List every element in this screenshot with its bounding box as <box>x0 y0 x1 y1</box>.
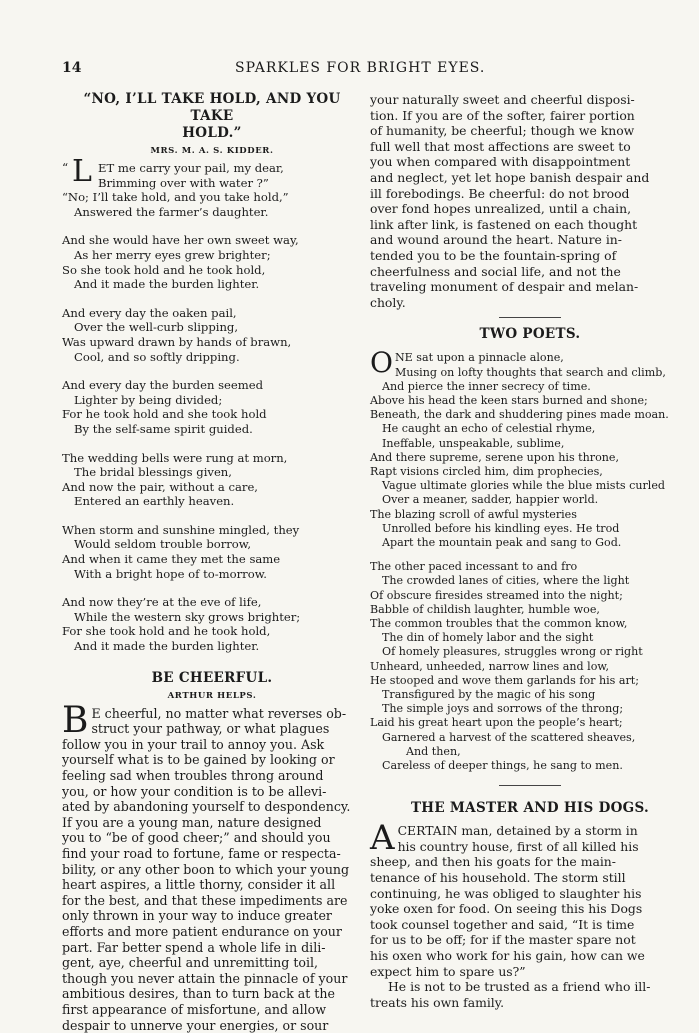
essay-line: follow you in your trail to annoy you. Ask <box>62 737 362 753</box>
poem-line: Apart the mountain peak and sang to God. <box>370 536 690 550</box>
poem-line: Vague ultimate glories while the blue mists curled <box>370 479 690 493</box>
poem-line: Over the well-curb slipping, <box>62 320 362 335</box>
poem-line: The wedding bells were rung at morn, <box>62 451 362 466</box>
poem-line: And pierce the inner secrecy of time. <box>370 380 690 394</box>
essay-line: traveling monument of despair and melan- <box>370 279 690 295</box>
poem-line: Cool, and so softly dripping. <box>62 350 362 365</box>
fable-line: expect him to spare us?” <box>370 964 690 980</box>
poem-line: While the western sky grows brighter; <box>62 610 362 625</box>
poem-stanza <box>62 523 362 581</box>
poem-line: And then, <box>370 745 690 759</box>
essay-line: cheerfulness and social life, and not the <box>370 264 690 280</box>
fable-line: sheep, and then his goats for the main- <box>370 854 690 870</box>
section-divider <box>499 317 561 318</box>
essay-line: choly. <box>370 295 690 311</box>
poem-line: Answered the farmer’s daughter. <box>62 205 362 220</box>
fable-moral-line: treats his own family. <box>370 995 690 1011</box>
poem-part-1 <box>370 351 690 550</box>
poem-line: And it made the burden lighter. <box>62 639 362 654</box>
poem-line: For he took hold and she took hold <box>62 407 362 422</box>
poem-part-2 <box>370 560 690 773</box>
essay-line: and neglect, yet let hope banish despair and <box>370 170 690 186</box>
fable-body <box>370 823 690 1010</box>
fable-line: for us to be off; for if the master spare not <box>370 932 690 948</box>
poem-line: Transfigured by the magic of his song <box>370 688 690 702</box>
poem-line: The simple joys and sorrows of the throng; <box>370 702 690 716</box>
fable-title: THE MASTER AND HIS DOGS. <box>370 800 690 817</box>
poem-line: Unrolled before his kindling eyes. He trod <box>370 522 690 536</box>
essay-line: though you never attain the pinnacle of your <box>62 971 362 987</box>
poem-line: When storm and sunshine mingled, they <box>62 523 362 538</box>
essay-line: you when compared with disappointment <box>370 154 690 170</box>
essay-line: bility, or any other boon to which your young <box>62 862 362 878</box>
poem-line: With a bright hope of to-morrow. <box>62 567 362 582</box>
essay-line: gent, aye, cheerful and unremitting toil, <box>62 955 362 971</box>
essay-line: part. Far better spend a whole life in dili- <box>62 940 362 956</box>
drop-cap: A <box>370 823 395 853</box>
poem-stanza <box>62 306 362 364</box>
essay-author: ARTHUR HELPS. <box>62 691 362 701</box>
fable-line: took counsel together and said, “It is time <box>370 917 690 933</box>
poem-author: MRS. M. A. S. KIDDER. <box>62 146 362 156</box>
running-title: SPARKLES FOR BRIGHT EYES. <box>235 60 485 76</box>
essay-line: of humanity, be cheerful; though we know <box>370 123 690 139</box>
poem-stanza <box>62 595 362 653</box>
poem-line: And every day the burden seemed <box>62 378 362 393</box>
essay-line: struct your pathway, or what plagues <box>62 721 362 737</box>
essay-line: yourself what is to be gained by looking or <box>62 752 362 768</box>
poem-line: And it made the burden lighter. <box>62 277 362 292</box>
poem-stanza <box>62 451 362 509</box>
poem-line: Was upward drawn by hands of brawn, <box>62 335 362 350</box>
poem-line: Over a meaner, sadder, happier world. <box>370 493 690 507</box>
essay-line: your naturally sweet and cheerful disposi- <box>370 92 690 108</box>
poem-line: The common troubles that the common know, <box>370 617 690 631</box>
drop-cap: L <box>72 157 92 187</box>
essay-line: over fond hopes unrealized, until a chain, <box>370 201 690 217</box>
poem-line: Entered an earthly heaven. <box>62 494 362 509</box>
fable-line: tenance of his household. The storm still <box>370 870 690 886</box>
poem-line: Would seldom trouble borrow, <box>62 537 362 552</box>
essay-continued <box>370 92 690 310</box>
poem-line: Careless of deeper things, he sang to men. <box>370 759 690 773</box>
essay-line: efforts and more patient endurance on your <box>62 924 362 940</box>
poem-line: Above his head the keen stars burned and shone; <box>370 394 690 408</box>
essay-line: ated by abandoning yourself to despondency. <box>62 799 362 815</box>
poem-line: And every day the oaken pail, <box>62 306 362 321</box>
poem-line: He stooped and wove them garlands for his art; <box>370 674 690 688</box>
poem-line: As her merry eyes grew brighter; <box>62 248 362 263</box>
essay-line: and wound around the heart. Nature in- <box>370 232 690 248</box>
section-divider <box>499 785 561 786</box>
essay-line: E cheerful, no matter what reverses ob- <box>62 706 362 722</box>
poem-stanza <box>62 161 362 219</box>
essay-line: you to “be of good cheer;” and should you <box>62 830 362 846</box>
poem-title-line-2: HOLD.” <box>62 125 362 142</box>
poem-line: The blazing scroll of awful mysteries <box>370 508 690 522</box>
poem-line: For she took hold and he took hold, <box>62 624 362 639</box>
poem-line: And now the pair, without a care, <box>62 480 362 495</box>
drop-cap: O <box>370 351 393 375</box>
fable-line: his country house, first of all killed his <box>370 839 690 855</box>
fable-moral-line: He is not to be trusted as a friend who ill- <box>370 979 690 995</box>
poem-title: TWO POETS. <box>370 326 690 343</box>
poem-title-line-1: “NO, I’LL TAKE HOLD, AND YOU TAKE <box>62 91 362 125</box>
fable-line: continuing, he was obliged to slaughter his <box>370 886 690 902</box>
poem-line: “No; I’ll take hold, and you take hold,” <box>62 190 362 205</box>
fable-line: his oxen who work for his gain, how can we <box>370 948 690 964</box>
poem-line: Garnered a harvest of the scattered sheaves, <box>370 731 690 745</box>
poem-line: By the self-same spirit guided. <box>62 422 362 437</box>
poem-line: ET me carry your pail, my dear, <box>98 161 284 176</box>
essay-line: heart aspires, a little thorny, consider it all <box>62 877 362 893</box>
poem-line: And she would have her own sweet way, <box>62 233 362 248</box>
right-column <box>370 92 690 1010</box>
poem-line: Of homely pleasures, struggles wrong or right <box>370 645 690 659</box>
poem-line: He caught an echo of celestial rhyme, <box>370 422 690 436</box>
poem-line: Of obscure firesides streamed into the night; <box>370 589 690 603</box>
essay-line: full well that most affections are sweet to <box>370 139 690 155</box>
poem-line: And now they’re at the eve of life, <box>62 595 362 610</box>
essay-line: find your road to fortune, fame or respecta- <box>62 846 362 862</box>
poem-line: Ineffable, unspeakable, sublime, <box>370 437 690 451</box>
essay-body <box>62 706 362 1033</box>
left-column <box>62 91 362 1033</box>
poem-line: The bridal blessings given, <box>62 465 362 480</box>
poem-line: NE sat upon a pinnacle alone, <box>395 351 564 364</box>
poem-line: Lighter by being divided; <box>62 393 362 408</box>
essay-line: first appearance of misfortune, and allow <box>62 1002 362 1018</box>
essay-line: only thrown in your way to induce greater <box>62 908 362 924</box>
drop-cap: B <box>62 706 88 736</box>
essay-line: for the best, and that these impediments are <box>62 893 362 909</box>
poem-line: The crowded lanes of cities, where the light <box>370 574 690 588</box>
page-number: 14 <box>62 60 81 76</box>
poem-stanza <box>62 378 362 436</box>
essay-line: you, or how your condition is to be allevi- <box>62 784 362 800</box>
poem-line: Unheard, unheeded, narrow lines and low, <box>370 660 690 674</box>
fable-line: CERTAIN man, detained by a storm in <box>370 823 690 839</box>
poem-line: The other paced incessant to and fro <box>370 560 690 574</box>
poem-line: The din of homely labor and the sight <box>370 631 690 645</box>
essay-line: ill forebodings. Be cheerful: do not brood <box>370 186 690 202</box>
fable-line: yoke oxen for food. On seeing this his Dogs <box>370 901 690 917</box>
poem-line: So she took hold and he took hold, <box>62 263 362 278</box>
essay-title: BE CHEERFUL. <box>62 670 362 687</box>
essay-line: tended you to be the fountain-spring of <box>370 248 690 264</box>
poem-line: Laid his great heart upon the people’s heart; <box>370 716 690 730</box>
essay-line: feeling sad when troubles throng around <box>62 768 362 784</box>
essay-line: link after link, is fastened on each thought <box>370 217 690 233</box>
poem-line: Beneath, the dark and shuddering pines made moan. <box>370 408 690 422</box>
essay-line: tion. If you are of the softer, fairer portion <box>370 108 690 124</box>
poem-line: Brimming over with water ?” <box>62 176 362 191</box>
poem-stanza <box>62 233 362 291</box>
open-quote: “ <box>62 161 68 175</box>
poem-line: And there supreme, serene upon his throne, <box>370 451 690 465</box>
poem-line: Babble of childish laughter, humble woe, <box>370 603 690 617</box>
poem-line: And when it came they met the same <box>62 552 362 567</box>
essay-line: despair to unnerve your energies, or sour <box>62 1018 362 1033</box>
essay-line: If you are a young man, nature designed <box>62 815 362 831</box>
poem-line: Musing on lofty thoughts that search and climb, <box>370 366 690 380</box>
essay-line: ambitious desires, than to turn back at the <box>62 986 362 1002</box>
poem-line: Rapt visions circled him, dim prophecies, <box>370 465 690 479</box>
